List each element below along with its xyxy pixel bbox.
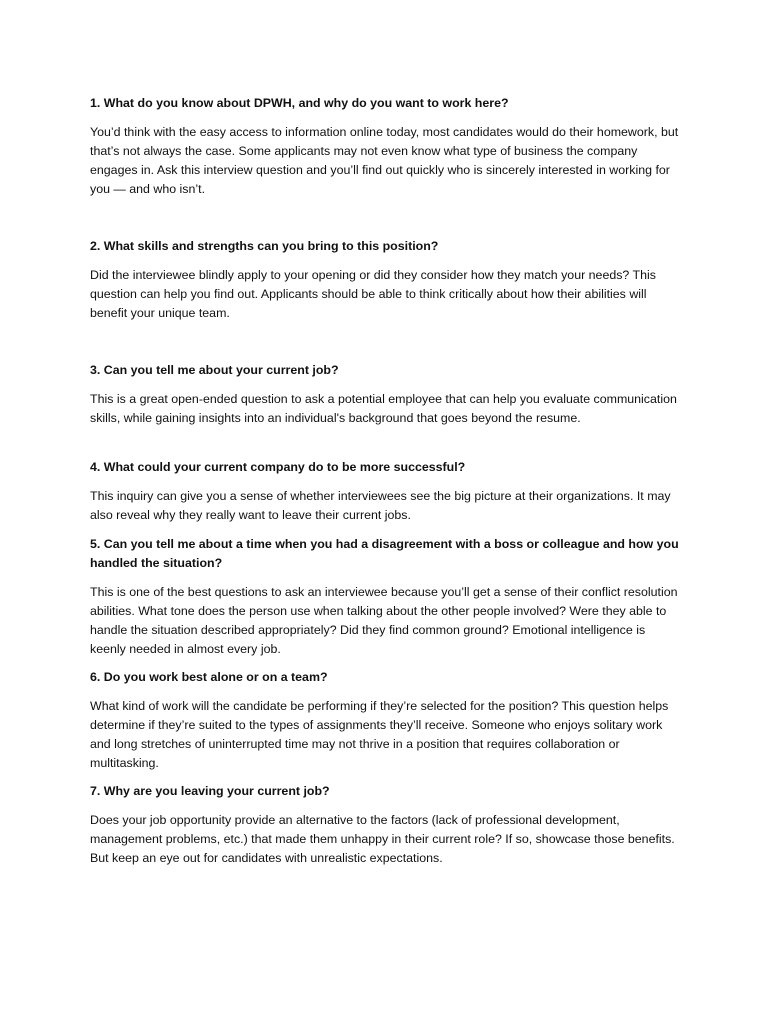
answer-paragraph: This is one of the best questions to ask an interviewee because you’ll get a sense of their conflict resolution abilities. What tone does the person use when talking about the other people involved? Were they able to handle the situation described appropriately? Did they find common ground? Emotional intelligence is keenly needed in almost every job. (90, 585, 678, 656)
question-heading: 6. Do you work best alone or on a team? (90, 670, 328, 684)
question-block-7 (90, 782, 680, 868)
question-heading: 1. What do you know about DPWH, and why do you want to work here? (90, 96, 509, 110)
answer-paragraph: You’d think with the easy access to information online today, most candidates would do their homework, but that’s not always the case. Some applicants may not even know what type of business the company engages in. Ask this interview question and you’ll find out quickly who is sincerely interested in working for you — and who isn’t. (90, 125, 679, 196)
question-heading: 4. What could your current company do to be more successful? (90, 460, 466, 474)
question-block-6 (90, 668, 680, 773)
question-block-2 (90, 237, 680, 323)
question-block-1 (90, 94, 680, 199)
question-heading: 2. What skills and strengths can you bring to this position? (90, 239, 439, 253)
question-block-5 (90, 535, 680, 659)
answer-paragraph: This inquiry can give you a sense of whether interviewees see the big picture at their organizations. It may also reveal why they really want to leave their current jobs. (90, 489, 671, 522)
question-heading: 5. Can you tell me about a time when you had a disagreement with a boss or colleague and how you handled the situation? (90, 537, 679, 570)
question-heading: 7. Why are you leaving your current job? (90, 784, 330, 798)
answer-paragraph: Did the interviewee blindly apply to your opening or did they consider how they match your needs? This question can help you find out. Applicants should be able to think critically about how their abilities will benefit your unique team. (90, 268, 656, 320)
question-block-4 (90, 458, 680, 525)
question-heading: 3. Can you tell me about your current job? (90, 363, 339, 377)
answer-paragraph: This is a great open-ended question to ask a potential employee that can help you evaluate communication skills, while gaining insights into an individual's background that goes beyond the resume. (90, 392, 677, 425)
question-block-3 (90, 361, 680, 428)
answer-paragraph: Does your job opportunity provide an alternative to the factors (lack of professional development, management problems, etc.) that made them unhappy in their current role? If so, showcase those benefits. But keep an eye out for candidates with unrealistic expectations. (90, 813, 675, 865)
answer-paragraph: What kind of work will the candidate be performing if they’re selected for the position? This question helps determine if they’re suited to the types of assignments they’ll receive. Someone who enjoys solitary work and long stretches of uninterrupted time may not thrive in a position that requires collaboration or multitasking. (90, 699, 669, 770)
